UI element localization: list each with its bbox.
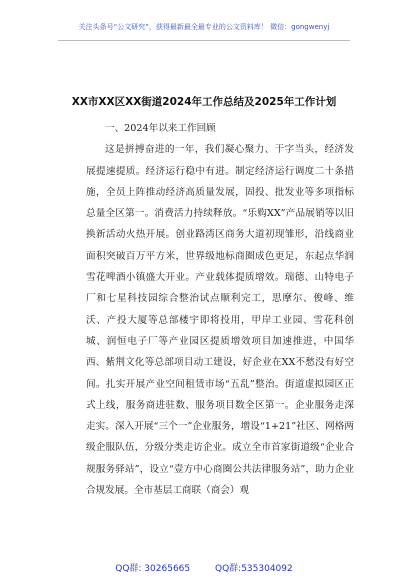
footer-contact bbox=[0, 561, 408, 574]
document-title: XX市XX区XX街道2024年工作总结及2025年工作计划 bbox=[71, 96, 337, 108]
document-body bbox=[86, 118, 354, 501]
header-banner: 关注头条号“公文研究”，获得最新最全最专业的公文资料库！ 微信：gongwenyj bbox=[78, 23, 330, 31]
header-divider bbox=[58, 40, 350, 41]
section-heading: 一、2024年以来工作回顾 bbox=[105, 123, 216, 134]
footer-qq-group-2: QQ群:535304092 bbox=[215, 564, 293, 574]
body-paragraph: 这是拼搏奋进的一年，我们凝心聚力、干字当头，经济发展提速提质。经济运行稳中有进。制定经济运行调度二十条措施，全员上阵推动经济高质量发展，固投、批发业等多项指标总量全区第一。消费活力持续释放。“乐购XX”产品展销等以旧换新活动火热开展。创业路湾区商务大道初现雏形，沿线商业面积突破百万平方米，世界级地标商圈成色更足，东起点华润雪花啤酒小镇盛大开业。产业载体提质增效。瑞德、山特电子厂和七星科技园综合整治试点顺利完工，思摩尔、俊峰、维沃、产投大厦等总部楼宇即将投用，甲岸工业园、雪花科创城、润恒电子厂等产业园区提质增效项目加速推进，中国华西、紫荆文化等总部项目动工建设，好企业在XX不愁没有好空间。扎实开展产业空间租赁市场“五乱”整治。街道虚拟园区正式上线，服务商进驻数、服务项目数全区第一。企业服务走深走实。深入开展“三个一”企业服务，增设“1+21”社区、网格两级企服队伍，分级分类走访企业。成立全市首家街道级“企业合规服务驿站”，设立“壹方中心商圈公共法律服务站”，助力企业合规发展。全市基层工商联（商会）观 bbox=[86, 144, 354, 497]
footer-qq-group-1: QQ群: 30265665 bbox=[115, 564, 191, 574]
